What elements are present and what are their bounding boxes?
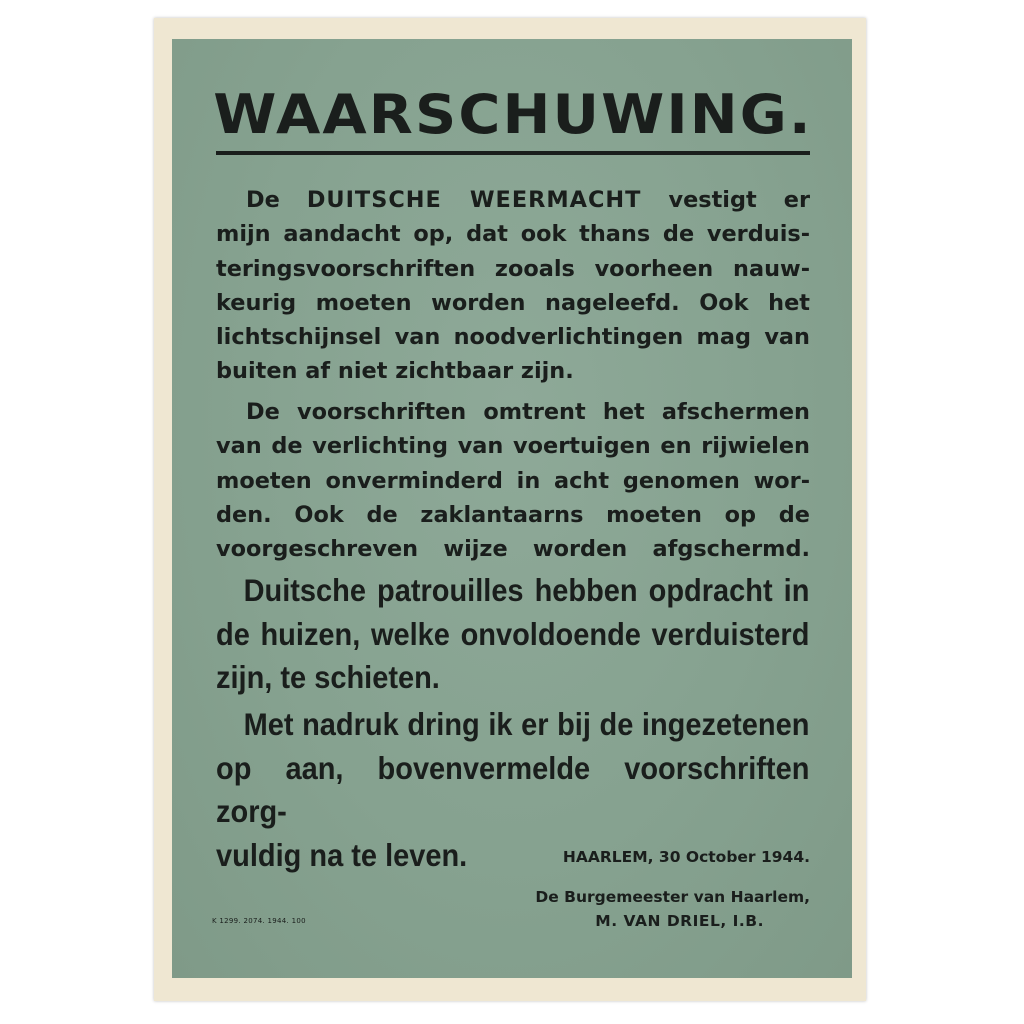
paragraph-3-line: de huizen, welke onvoldoende verduisterd — [216, 615, 810, 652]
paragraph-1 — [216, 183, 810, 389]
paragraph-2 — [216, 395, 810, 566]
paragraph-1-line-text: vestigt er — [641, 187, 810, 213]
paragraph-3-line: Duitsche patrouilles hebben opdracht in — [243, 572, 810, 608]
paragraph-1-line: buiten af niet zichtbaar zijn. — [216, 358, 574, 385]
paragraph-1-line — [216, 183, 810, 217]
signatory-office: De Burgemeester van Haarlem, — [535, 888, 810, 906]
paragraph-2-line: moeten onverminderd in acht genomen wor- — [216, 467, 810, 494]
place-and-date: HAARLEM, 30 October 1944. — [562, 848, 810, 866]
paragraph-1-lead: De — [246, 187, 307, 213]
paragraph-1-line: lichtschijnsel van noodverlichtingen mag van — [216, 324, 810, 351]
paragraph-2-line: voorgeschreven wijze worden afgschermd. — [216, 536, 810, 563]
paragraph-1-line: teringsvoorschriften zooals voorheen nauw- — [216, 255, 810, 282]
paragraph-4-line: Met nadruk dring ik er bij de ingezetenen — [243, 706, 810, 742]
paragraph-2-line: van de verlichting van voertuigen en rijwielen — [216, 433, 810, 460]
paragraph-1-line: mijn aandacht op, dat ook thans de verduis- — [216, 221, 810, 248]
paragraph-4-line: vuldig na te leven. — [216, 836, 468, 873]
paragraph-3-warning — [216, 569, 809, 700]
paragraph-2-line: den. Ook de zaklantaarns moeten op de — [216, 501, 810, 528]
signatory-name: M. VAN DRIEL, I.B. — [595, 912, 764, 930]
poster-title: WAARSCHUWING. — [213, 83, 813, 146]
paragraph-4-line: op aan, bovenvermelde voorschriften zorg- — [216, 749, 810, 829]
printer-code: K 1299. 2074. 1944. 100 — [212, 917, 306, 925]
paragraph-3-line: zijn, te schieten. — [216, 659, 440, 695]
paragraph-2-line: De voorschriften omtrent het afschermen — [246, 399, 810, 425]
paragraph-1-line: keurig moeten worden nageleefd. Ook het — [216, 289, 810, 316]
poster — [172, 39, 852, 978]
duitsche-weermacht-emphasis: DUITSCHE WEERMACHT — [306, 187, 642, 213]
title-underline — [216, 151, 810, 155]
